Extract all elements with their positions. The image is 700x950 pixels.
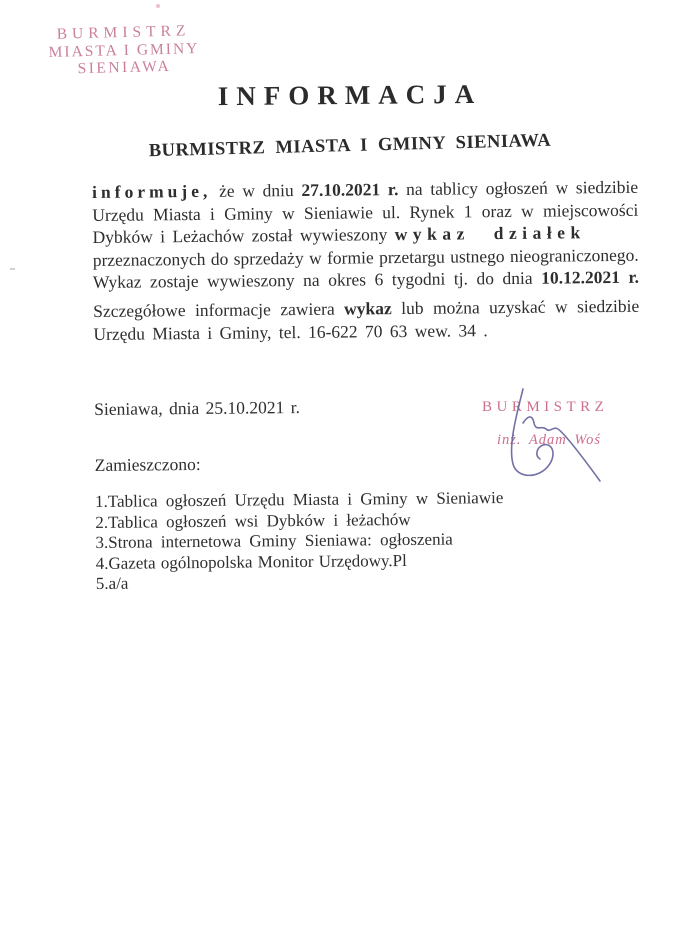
text-segment: Dybków i Leżachów został wywieszony bbox=[92, 224, 395, 248]
scan-speck bbox=[10, 268, 15, 270]
paragraph-contact-details bbox=[93, 295, 639, 345]
text-segment: 2.Tablica ogłoszeń wsi Dybków i łeżachów bbox=[95, 509, 411, 532]
place-date-line: Sieniawa, dnia 25.10.2021 r. bbox=[94, 397, 301, 420]
signature-stamp-name: inż. Adam Woś bbox=[497, 432, 602, 448]
text-segment: 5.a/a bbox=[95, 573, 129, 593]
document-subtitle: BURMISTRZ MIASTA I GMINY SIENIAWA bbox=[148, 130, 552, 162]
signature-stamp-title: BURMISTRZ bbox=[482, 399, 609, 415]
scan-speck bbox=[156, 4, 160, 8]
text-segment: Urzędu Miasta i Gminy w Sieniawie ul. Rynek 1 oraz w miejscowości bbox=[92, 199, 639, 225]
text-segment: 1.Tablica ogłoszeń Urzędu Miasta i Gminy w Sieniawie bbox=[94, 488, 504, 512]
office-stamp-line-2: MIASTA I GMINY bbox=[48, 39, 200, 61]
signature-block bbox=[482, 398, 608, 449]
office-stamp-line-3: SIENIAWA bbox=[77, 57, 172, 78]
document-title: INFORMACJA bbox=[217, 78, 483, 112]
distribution-list bbox=[95, 487, 642, 594]
paragraph-announcement bbox=[92, 176, 639, 294]
text-segment: wykaz działek bbox=[394, 222, 586, 245]
text-segment: lub można uzyskać w siedzibie bbox=[391, 295, 640, 319]
document-body bbox=[92, 176, 642, 595]
text-segment: 27.10.2021 r. bbox=[301, 179, 399, 200]
text-line bbox=[93, 317, 639, 345]
text-segment: Wykaz zostaje wywieszony na okres 6 tygodni tj. do dnia bbox=[92, 268, 542, 293]
office-stamp-line-1: BURMISTRZ bbox=[56, 22, 191, 43]
text-segment: że w dniu bbox=[211, 179, 302, 201]
text-segment: na tablicy ogłoszeń w siedzibie bbox=[398, 176, 639, 200]
text-segment: przeznaczonych do sprzedaży w formie przetargu ustnego nieograniczonego. bbox=[92, 244, 639, 270]
text-segment: informuje, bbox=[92, 180, 212, 202]
text-segment: 10.12.2021 r. bbox=[541, 267, 640, 289]
text-segment: 3.Strona internetowa Gminy Sieniawa: ogłoszenia bbox=[95, 529, 453, 553]
text-segment: wykaz bbox=[344, 298, 392, 319]
text-segment: Urzędu Miasta i Gminy, tel. 16-622 70 63 wew. 34 . bbox=[93, 319, 488, 344]
distribution-label: Zamieszczono: bbox=[94, 453, 201, 475]
text-segment: 4.Gazeta ogólnopolska Monitor Urzędowy.Pl bbox=[95, 550, 407, 573]
text-segment: Szczegółowe informacje zawiera bbox=[93, 298, 345, 321]
text-line bbox=[93, 266, 639, 294]
office-header-stamp bbox=[35, 22, 212, 79]
